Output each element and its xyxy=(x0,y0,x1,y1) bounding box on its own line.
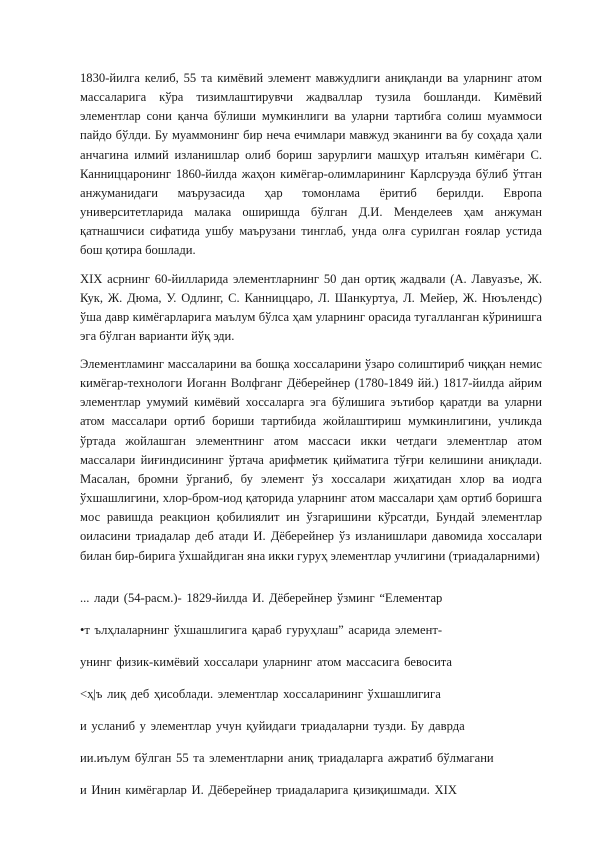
text-line-2: •т ълҳлаларнинг ўхшашлигига қараб гуруҳлаш” асарида элемент- xyxy=(80,623,443,637)
text-line-3: унинг физик-кимёвий хоссалари уларнинг атом массасига бевосита xyxy=(80,655,452,669)
paragraph-3: Элементламинг массаларини ва бошқа хоссаларини ўзаро солиштириб чиққан немис кимёгар-технологи Иоганн Волфганг Дёберейнер (1780-1849 йй.) 1817-йилда айрим элементлар умумий кимёвий хоссаларга эга бўлишига эътибор қаратди ва уларни атом массалари ортиб бориши тартибида жойлаштириш мумкинлигини, учликда ўртада жойлашган элементнинг атом массаси икки четдаги элементлар атом массалари йиғиндисининг ўртача арифметик қийматига тўғри келишини аниқлади. Масалан, бромни ўрганиб, бу элемент ўз хоссалари жиҳатидан хлор ва иодга ўхшашлигини, хлор-бром-иод қаторида уларнинг атом массалари ҳам ортиб боришга мос равишда реакцион қобилиялит ин ўзгаришини кўрсатди, Бундай элементлар оиласини триадалар деб атади И. Дёберейнер ўз изланишлари давомида хоссалари билан бир-бирига ўхшайдиган яна икки гуруҳ элементлар учлигини (триадаларними) xyxy=(80,357,542,563)
text-line-5: и усланиб у элементлар учун қуйидаги триадаларни тузди. Бу даврда xyxy=(80,719,465,733)
text-line-7: и Инин кимёгарлар И. Дёберейнер триадаларига қизиқишмади. XIX xyxy=(80,783,457,797)
paragraph-1: 1830-йилга келиб, 55 та кимёвий элемент мавжудлиги аниқланди ва уларнинг атом массаларига кўра тизимлаштирувчи жадваллар тузила бошланди. Кимёвий элементлар сони қанча бўлиши мумкинлиги ва уларни тартибга солиш муаммоси пайдо бўлди. Бу муаммонинг бир неча ечимлари мавжуд эканинги ва бу соҳада ҳали анчагина илмий изланишлар олиб бориш зарурлиги машҳур италъян кимёгари С. Канниццаронинг 1860-йилда жаҳон кимёгар-олимларининг Карлсруэда бўлиб ўтган анжуманидаги маърузасида ҳар томонлама ёритиб берилди. Европа университетларида малака оширишда бўлган Д.И. Менделеев ҳам анжуман қатнашчиси сифатида ушбу маърузани тинглаб, унда олға сурилган ғоялар устида бош қотира бошлади. xyxy=(80,71,542,258)
paragraph-2: XIX асрнинг 60-йилларида элементларнинг 50 дан ортиқ жадвали (А. Лавуазъе, Ж. Кук, Ж. Дюма, У. Одлинг, С. Канниццаро, Л. Шанкуртуа, Л. Мейер, Ж. Нюълендс) ўша давр кимёгарларига маълум бўлса ҳам уларнинг орасида тугалланган кўринишга эга бўлган варианти йўқ эди. xyxy=(80,272,542,344)
text-line-4: <ҳ|ъ лиқ деб ҳисоблади. элементлар хоссаларининг ўхшашлигига xyxy=(80,687,441,701)
text-line-6: ии.иълум бўлган 55 та элементларни аниқ триадаларга ажратиб бўлмагани xyxy=(80,751,494,765)
text-line-1: ... лади (54-расм.)- 1829-йилда И. Дёберейнер ўзминг “Елементар xyxy=(80,591,443,605)
